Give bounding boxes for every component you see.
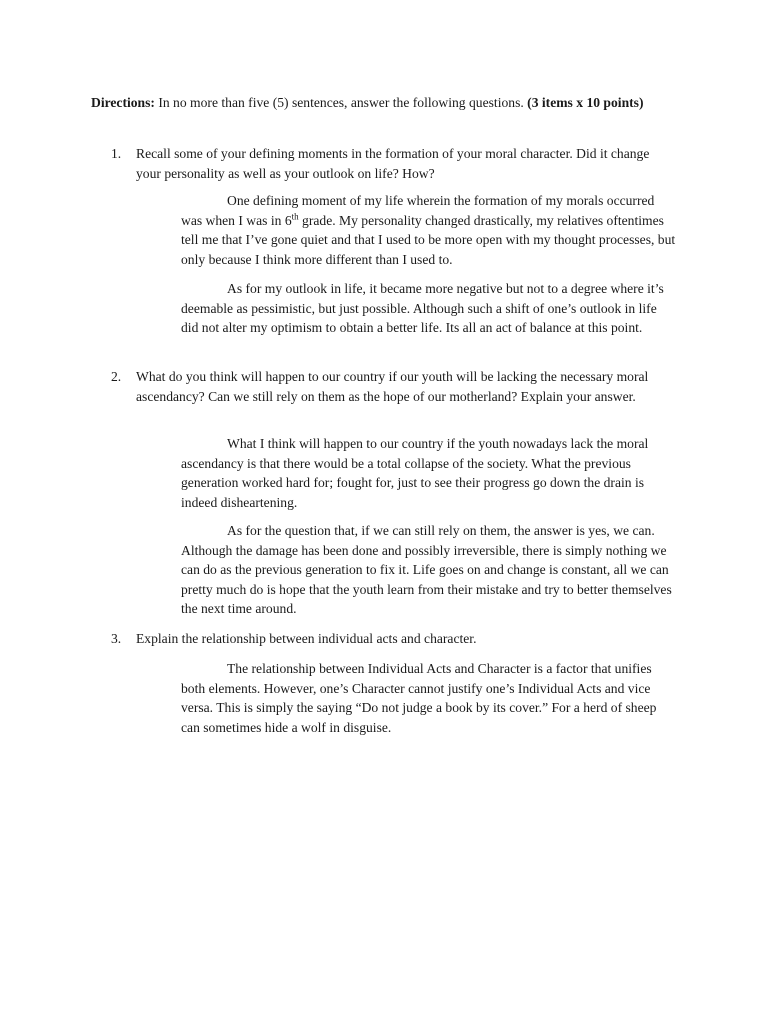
answer-text: As for my outlook in life, it became more negative but not to a degree where it’s deemable as pessimistic, but just possible. Although such a shift of one’s outlook in life did not alter my optimism to obtain a better life. Its all an act of balance at this point. <box>181 281 664 335</box>
answer-1-paragraph-1 <box>181 191 676 269</box>
question-text: Explain the relationship between individual acts and character. <box>136 631 477 646</box>
question-2 <box>111 367 671 406</box>
superscript: th <box>291 210 299 221</box>
answer-text: What I think will happen to our country if the youth nowadays lack the moral ascendancy is that there would be a total collapse of the society. What the previous generation worked hard for; fought for, just to see their progress go down the drain is indeed disheartening. <box>181 436 649 510</box>
directions-text: In no more than five (5) sentences, answer the following questions. <box>154 95 528 110</box>
directions-label: Directions: <box>91 95 155 110</box>
question-text: Recall some of your defining moments in the formation of your moral character. Did it change your personality as well as your outlook on life? How? <box>136 146 650 181</box>
question-number: 2. <box>111 369 122 384</box>
answer-3-paragraph-1 <box>181 659 676 737</box>
directions-line <box>91 93 691 113</box>
question-number: 3. <box>111 631 122 646</box>
answer-1-paragraph-2 <box>181 279 676 338</box>
directions-points: (3 items x 10 points) <box>527 95 644 110</box>
question-text: What do you think will happen to our country if our youth will be lacking the necessary moral ascendancy? Can we still rely on them as the hope of our motherland? Explain your answer. <box>136 369 649 404</box>
question-1 <box>111 144 671 183</box>
answer-text: The relationship between Individual Acts and Character is a factor that unifies both elements. However, one’s Character cannot justify one’s Individual Acts and vice versa. This is simply the saying “Do not judge a book by its cover.” For a herd of sheep can sometimes hide a wolf in disguise. <box>181 661 657 735</box>
question-3 <box>111 629 671 649</box>
answer-text: One defining moment of my life wherein the formation of my morals occurred was when I was in 6 <box>181 193 655 228</box>
answer-text: As for the question that, if we can still rely on them, the answer is yes, we can. Although the damage has been done and possibly irreversible, there is simply nothing we can do as the previous generation to fix it. Life goes on and change is constant, all we can pretty much do is hope that the youth learn from their mistake and try to better themselves the next time around. <box>181 523 672 616</box>
answer-2-paragraph-1 <box>181 434 676 512</box>
answer-2-paragraph-2 <box>181 521 676 619</box>
question-number: 1. <box>111 146 122 161</box>
answer-text: grade. My personality changed drastically, my relatives oftentimes tell me that I’ve gone quiet and that I used to be more open with my thought processes, but only because I think more different than I used to. <box>181 212 676 267</box>
